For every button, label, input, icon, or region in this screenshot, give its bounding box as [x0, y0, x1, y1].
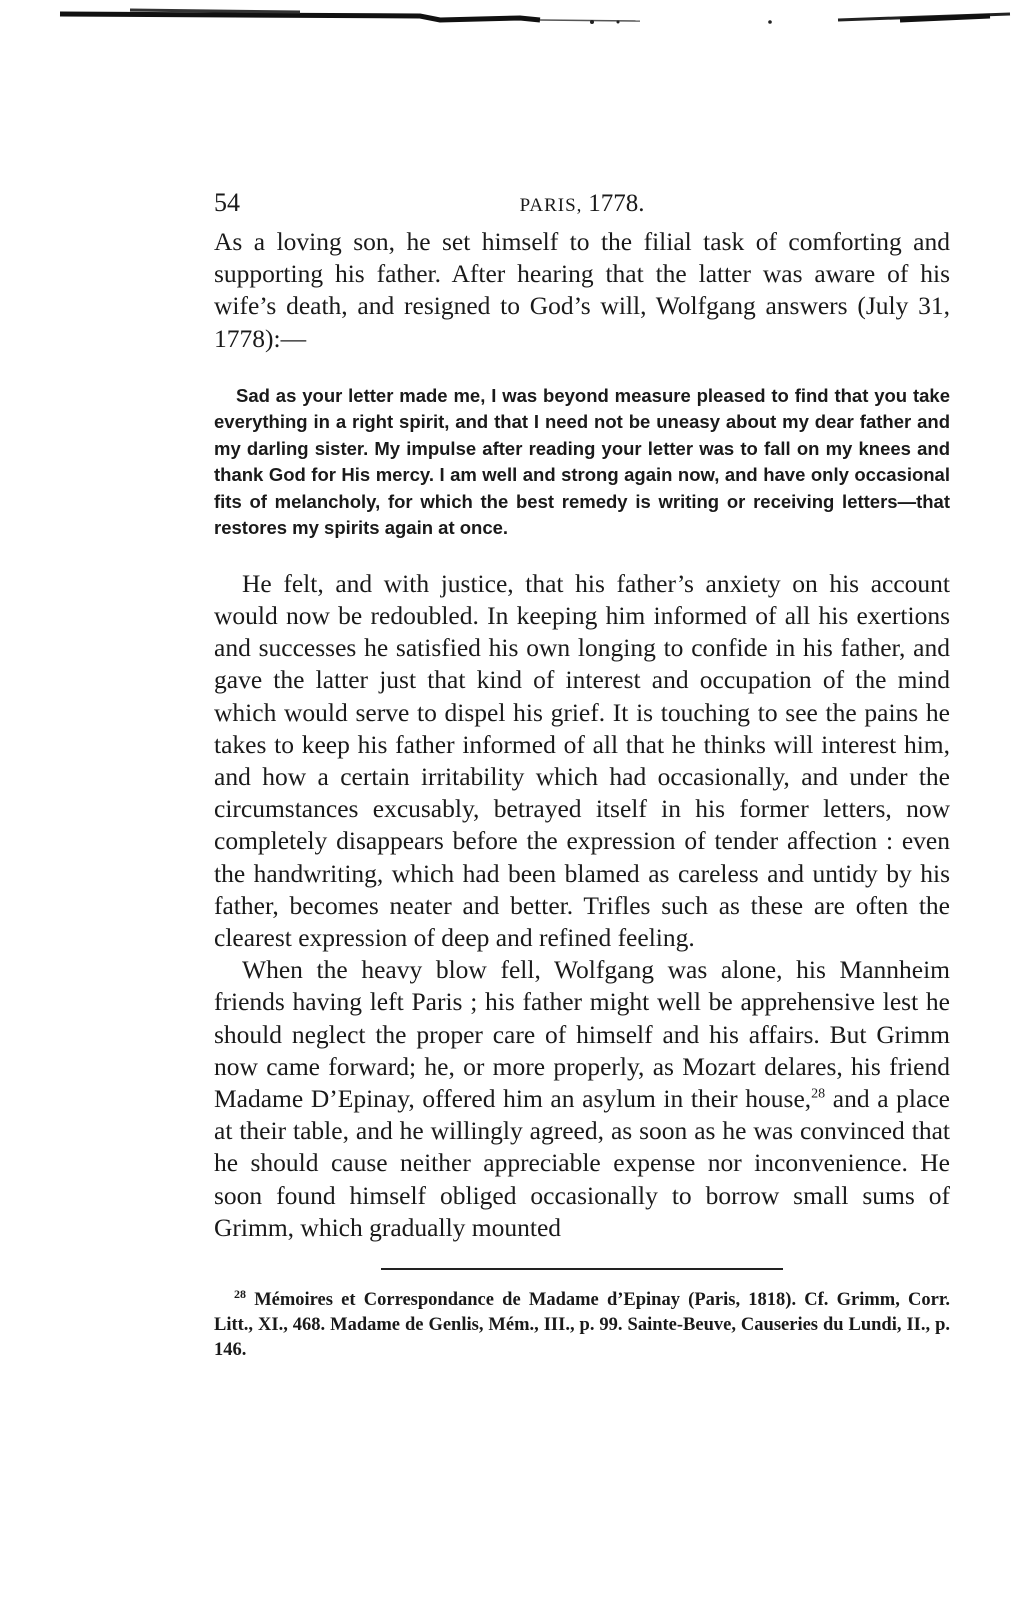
letter-quotation: Sad as your letter made me, I was beyond measure pleased to find that you take everything in a right spirit, and that I need not be uneasy about my dear father and my darling sister. My impulse after reading your letter was to fall on my knees and thank God for His mercy. I am well and strong again now, and have only occasional fits of melancholy, for which the best remedy is writing or receiving letters—that restores my spirits again at once.	[214, 384, 950, 539]
footnote-divider	[381, 1268, 783, 1270]
footnote-mark: 28	[234, 1286, 246, 1301]
footnote-reference[interactable]: 28	[811, 1086, 826, 1102]
paragraph-3-text-a: When the heavy blow fell, Wolfgang was alone, his Mannheim friends having left Paris ; his father might well be apprehensive lest he should neglect the proper care of himself and his affairs. But Grimm now came forward; he, or more properly, as Mozart delares, his friend Madame D’Epinay, offered him an asylum in their house,	[214, 955, 950, 1114]
page-number: 54	[214, 188, 240, 217]
running-head-year: 1778.	[588, 190, 645, 217]
running-head-place: PARIS,	[519, 195, 583, 216]
footnote-text: Mémoires et Correspondance de Madame d’Epinay (Paris, 1818). Cf. Grimm, Corr. Litt., XI., 468. Madame de Genlis, Mém., III., p. 99. Sainte-Beuve, Causeries du Lundi, II., p. 146.	[214, 1290, 950, 1361]
book-page	[214, 188, 950, 1363]
scan-edge-artifact	[0, 0, 1034, 30]
paragraph-3-text-b: and a place at their table, and he willingly agreed, as soon as he was convinced that he should cause neither appreciable expense nor inconvenience. He soon found himself obliged occasionally to borrow small sums of Grimm, which gradually mounted	[214, 1084, 950, 1242]
running-head	[214, 190, 950, 218]
footnote	[214, 1288, 950, 1363]
paragraph-intro: As a loving son, he set himself to the filial task of comforting and supporting his father. After hearing that the latter was aware of his wife’s death, and resigned to God’s will, Wolfgang answers (July 31, 1778):—	[214, 227, 950, 353]
paragraph-3	[214, 954, 950, 1244]
page-header	[214, 188, 950, 226]
paragraph-2: He felt, and with justice, that his father’s anxiety on his account would now be redoubled. In keeping him informed of all his exertions and successes he satisfied his own longing to confide in his father, and gave the latter just that kind of interest and occupation of the mind which would serve to dispel his grief. It is touching to see the pains he takes to keep his father informed of all that he thinks will interest him, and how a certain irritability which had occasionally, and under the circumstances excusably, betrayed itself in his former letters, now completely disappears before the expression of tender affection : even the handwriting, which had been blamed as careless and untidy by his father, becomes neater and better. Trifles such as these are often the clearest expression of deep and refined feeling.	[214, 568, 950, 953]
